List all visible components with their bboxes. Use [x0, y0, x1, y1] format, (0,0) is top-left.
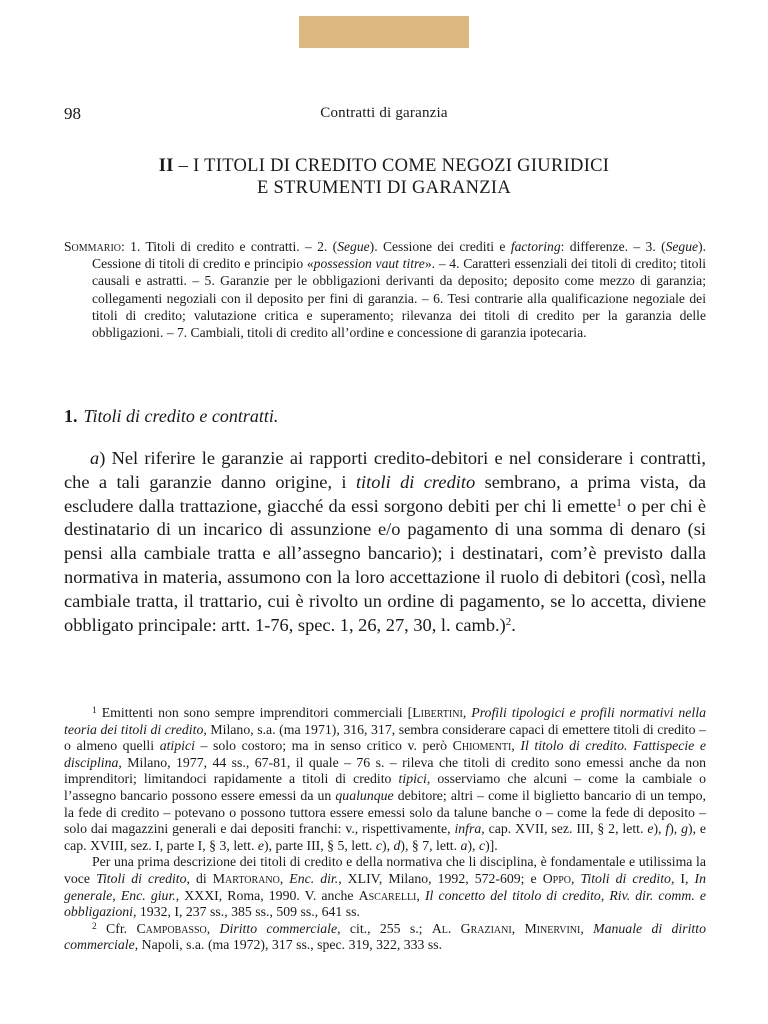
footnote-2: $^2$ Cfr. Campobasso, Diritto commerciale, cit., 255 s.; Al. Graziani, Minervini, Manuale di diritto commerciale, Napoli, s.a. (ma 1972), 317 ss., spec. 319, 322, 333 ss. [64, 920, 706, 953]
running-head [64, 104, 704, 126]
chapter-title-line2: E STRUMENTI DI GARANZIA [256, 178, 512, 198]
footnote-mark-1: 1 [92, 706, 97, 716]
footnote-ref-1[interactable]: 1 [616, 496, 622, 509]
running-title: Contratti di garanzia [320, 105, 448, 121]
chapter-title-line1: II – I TITOLI DI CREDITO COME NEGOZI GIURIDICI [158, 156, 610, 176]
section-heading [64, 406, 704, 427]
footnotes [64, 705, 706, 954]
summary-label: Sommario: [64, 239, 125, 254]
page-number: 98 [64, 104, 81, 123]
page-tab-marker [299, 16, 469, 48]
footnote-mark-2: 2 [92, 921, 97, 932]
footnote-1: $^1$ Emittenti non sono sempre imprenditori commerciali [Libertini, Profili tipologici e profili normativi nella teoria dei titoli di credito, Milano, s.a. (ma 1971), 316, 317, sembra considerare capaci di emettere titoli di credito – o almeno quelli atipici – solo costoro; ma in senso critico v. però Chiomenti, Il titolo di credito. Fattispecie e disciplina, Milano, 1977, 44 ss., 67-81, il quale – 76 s. – rileva che titoli di credito sono emessi anche da non imprenditori; limitandoci rapidamente a titoli di credito tipici, osserviamo che alcuni – come la cambiale o l’assegno bancario possono essere emessi da un qualunque debitore; altri – come il biglietto bancario di un tempo, la fede di credito – potevano o possono tuttora essere emessi solo da talune banche o – come la fede di deposito – solo dai magazzini generali e dai depositi franchi: v., rispettivamente, infra, cap. XVII, sez. III, § 2, lett. e), f), g), e cap. XVIII, sez. I, parte I, § 3, lett. e), parte III, § 5, lett. c), d), § 7, lett. a), c)]. [64, 705, 707, 853]
footnote-1-continuation: Per una prima descrizione dei titoli di credito e della normativa che li disciplina, è fondamentale e utilissima la voce Titoli di credito, di Martorano, Enc. dir., XLIV, Milano, 1992, 572-609; e Oppo, Titoli di credito, I, In generale, Enc. giur., XXXI, Roma, 1990. V. anche Ascarelli, Il concetto del titolo di credito, Riv. dir. comm. e obbligazioni, 1932, I, 237 ss., 385 ss., 509 ss., 641 ss. [64, 854, 706, 920]
body-paragraph: a) Nel riferire le garanzie ai rapporti credito-debitori e nel considerare i contratti, che a tali garanzie danno origine, i titoli di credito sembrano, a prima vista, da escludere dalla trattazione, giacché da essi sorgono debiti per chi li emette$^1$ o per chi è destinatario di un incarico di assunzione e/o pagamento di una somma di denaro (si pensi alla cambiale tratta e all’assegno bancario); i destinatari, com’è previsto dalla normativa in materia, assumono con la loro accettazione il ruolo di debitori (così, nella cambiale tratta, il trattario, cui è rivolto un ordine di pagamento, se lo accetta, diviene obbligato principale: artt. 1-76, spec. 1, 26, 27, 30, l. camb.)$^2$. [64, 448, 707, 635]
chapter-summary: Sommario: 1. Titoli di credito e contratti. – 2. (Segue). Cessione dei crediti e factoring: differenze. – 3. (Segue). Cessione di titoli di credito e principio «possession vaut titre». – 4. Caratteri essenziali dei titoli di credito; titoli causali e astratti. – 5. Garanzie per le obbligazioni derivanti da deposito; deposito come mezzo di garanzia; collegamenti negoziali con il deposito per fini di garanzia. – 6. Tesi contrarie alla qualificazione negoziale dei titoli di credito; valutazione critica e superamento; rilevanza dei titoli di credito per la garanzia delle obbligazioni. – 7. Cambiali, titoli di credito all’ordine e concessione di garanzia ipotecaria. [64, 239, 707, 341]
chapter-title [64, 155, 704, 199]
chapter-number: II [158, 156, 174, 176]
section-number: 1. [64, 406, 78, 426]
footnote-ref-2[interactable]: 2 [505, 615, 512, 628]
section-title: Titoli di credito e contratti. [83, 406, 279, 426]
